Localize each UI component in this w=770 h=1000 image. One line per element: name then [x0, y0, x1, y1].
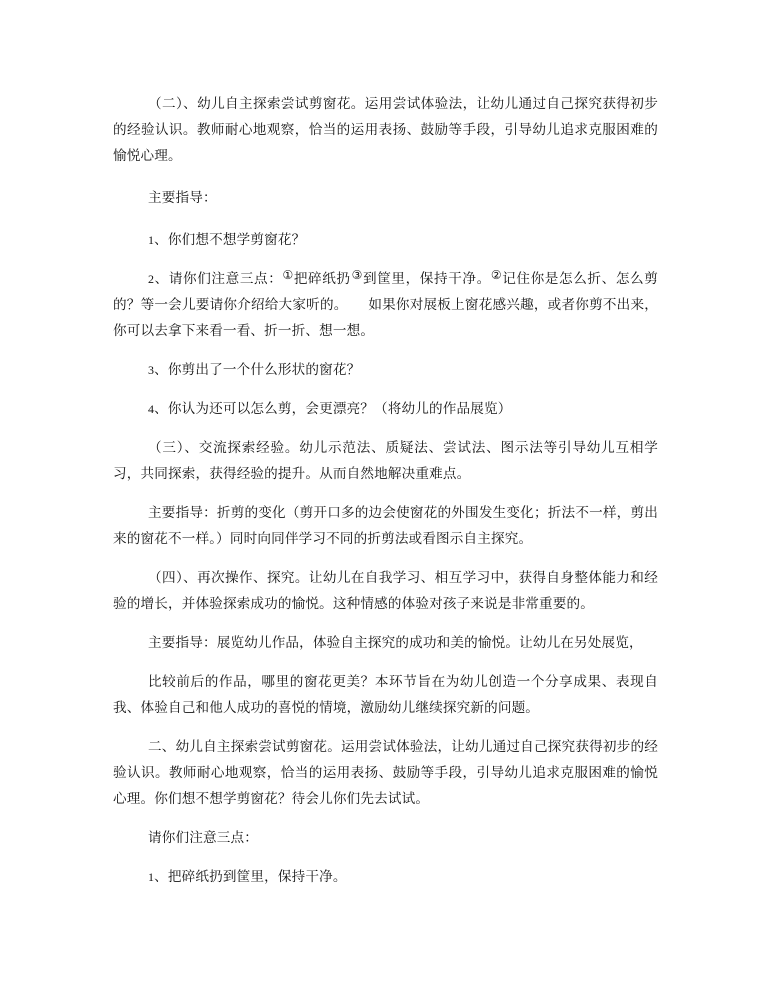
list-number: 1 [148, 870, 155, 884]
list-text: 、你认为还可以怎么剪，会更漂亮？（将幼儿的作品展览） [154, 401, 512, 417]
list-number: 4 [148, 402, 155, 416]
paragraph-compare: 比较前后的作品，哪里的窗花更美？本环节旨在为幼儿创造一个分享成果、表现自我、体验自己和他人成功的喜悦的情境，激励幼儿继续探究新的问题。 [113, 674, 658, 716]
paragraph-three-points: 请你们注意三点： [148, 830, 258, 846]
paragraph-section-2: （二）、幼儿自主探索尝试剪窗花。运用尝试体验法，让幼儿通过自己探究获得初步的经验认识。教师耐心地观察，恰当的运用表扬、鼓励等手段，引导幼儿追求克服困难的愉悦心理。 [113, 96, 658, 164]
paragraph-guidance-3: 主要指导：折剪的变化（剪开口多的边会使窗花的外围发生变化；折法不一样，剪出来的窗花不一样。）同时向同伴学习不同的折剪法或看图示自主探究。 [113, 505, 658, 547]
list-item-2 [113, 266, 658, 344]
list-item-point-1 [113, 864, 658, 890]
list-item-3 [113, 357, 658, 383]
paragraph-part-2: 二、幼儿自主探索尝试剪窗花。运用尝试体验法，让幼儿通过自己探究获得初步的经验认识。教师耐心地观察，恰当的运用表扬、鼓励等手段，引导幼儿追求克服困难的愉悦心理。你们想不想学剪窗花？待会儿你们先去试试。 [113, 739, 658, 807]
circled-number-2: ② [490, 268, 503, 282]
list-text: 、把碎纸扔到筐里，保持干净。 [154, 869, 347, 885]
list-text: 、请你们注意三点： [154, 271, 283, 287]
list-item-1 [113, 227, 658, 253]
list-text: 记住你是怎么折、怎么剪的？等一会儿要请你介绍给大家听的。 如果你对展板上窗花感兴趣，或者你剪不出来，你可以去拿下来看一看、折一折、想一想。 [113, 271, 658, 339]
paragraph-section-4: （四）、再次操作、探究。让幼儿在自我学习、相互学习中，获得自身整体能力和经验的增长，并体验探索成功的愉悦。这种情感的体验对孩子来说是非常重要的。 [113, 570, 658, 612]
list-text: 、你剪出了一个什么形状的窗花？ [154, 362, 361, 378]
list-item-4 [113, 396, 658, 422]
list-number: 2 [148, 272, 155, 286]
list-text: 到筐里，保持干净。 [363, 271, 491, 287]
list-number: 3 [148, 363, 155, 377]
paragraph-main-guidance-heading: 主要指导： [148, 190, 217, 206]
list-text: 扔 [336, 271, 351, 287]
list-text: 、你们想不想学剪窗花？ [154, 232, 306, 248]
document-page [113, 0, 658, 890]
paragraph-section-3: （三）、交流探索经验。幼儿示范法、质疑法、尝试法、图示法等引导幼儿互相学习，共同探索，获得经验的提升。从而自然地解决重难点。 [113, 440, 658, 482]
paragraph-guidance-4: 主要指导：展览幼儿作品，体验自主探究的成功和美的愉悦。让幼儿在另处展览， [148, 635, 643, 651]
circled-number-1: ① [282, 268, 294, 282]
list-text: 把碎纸 [293, 271, 337, 287]
circled-number-3: ③ [351, 268, 363, 282]
list-number: 1 [148, 233, 155, 247]
